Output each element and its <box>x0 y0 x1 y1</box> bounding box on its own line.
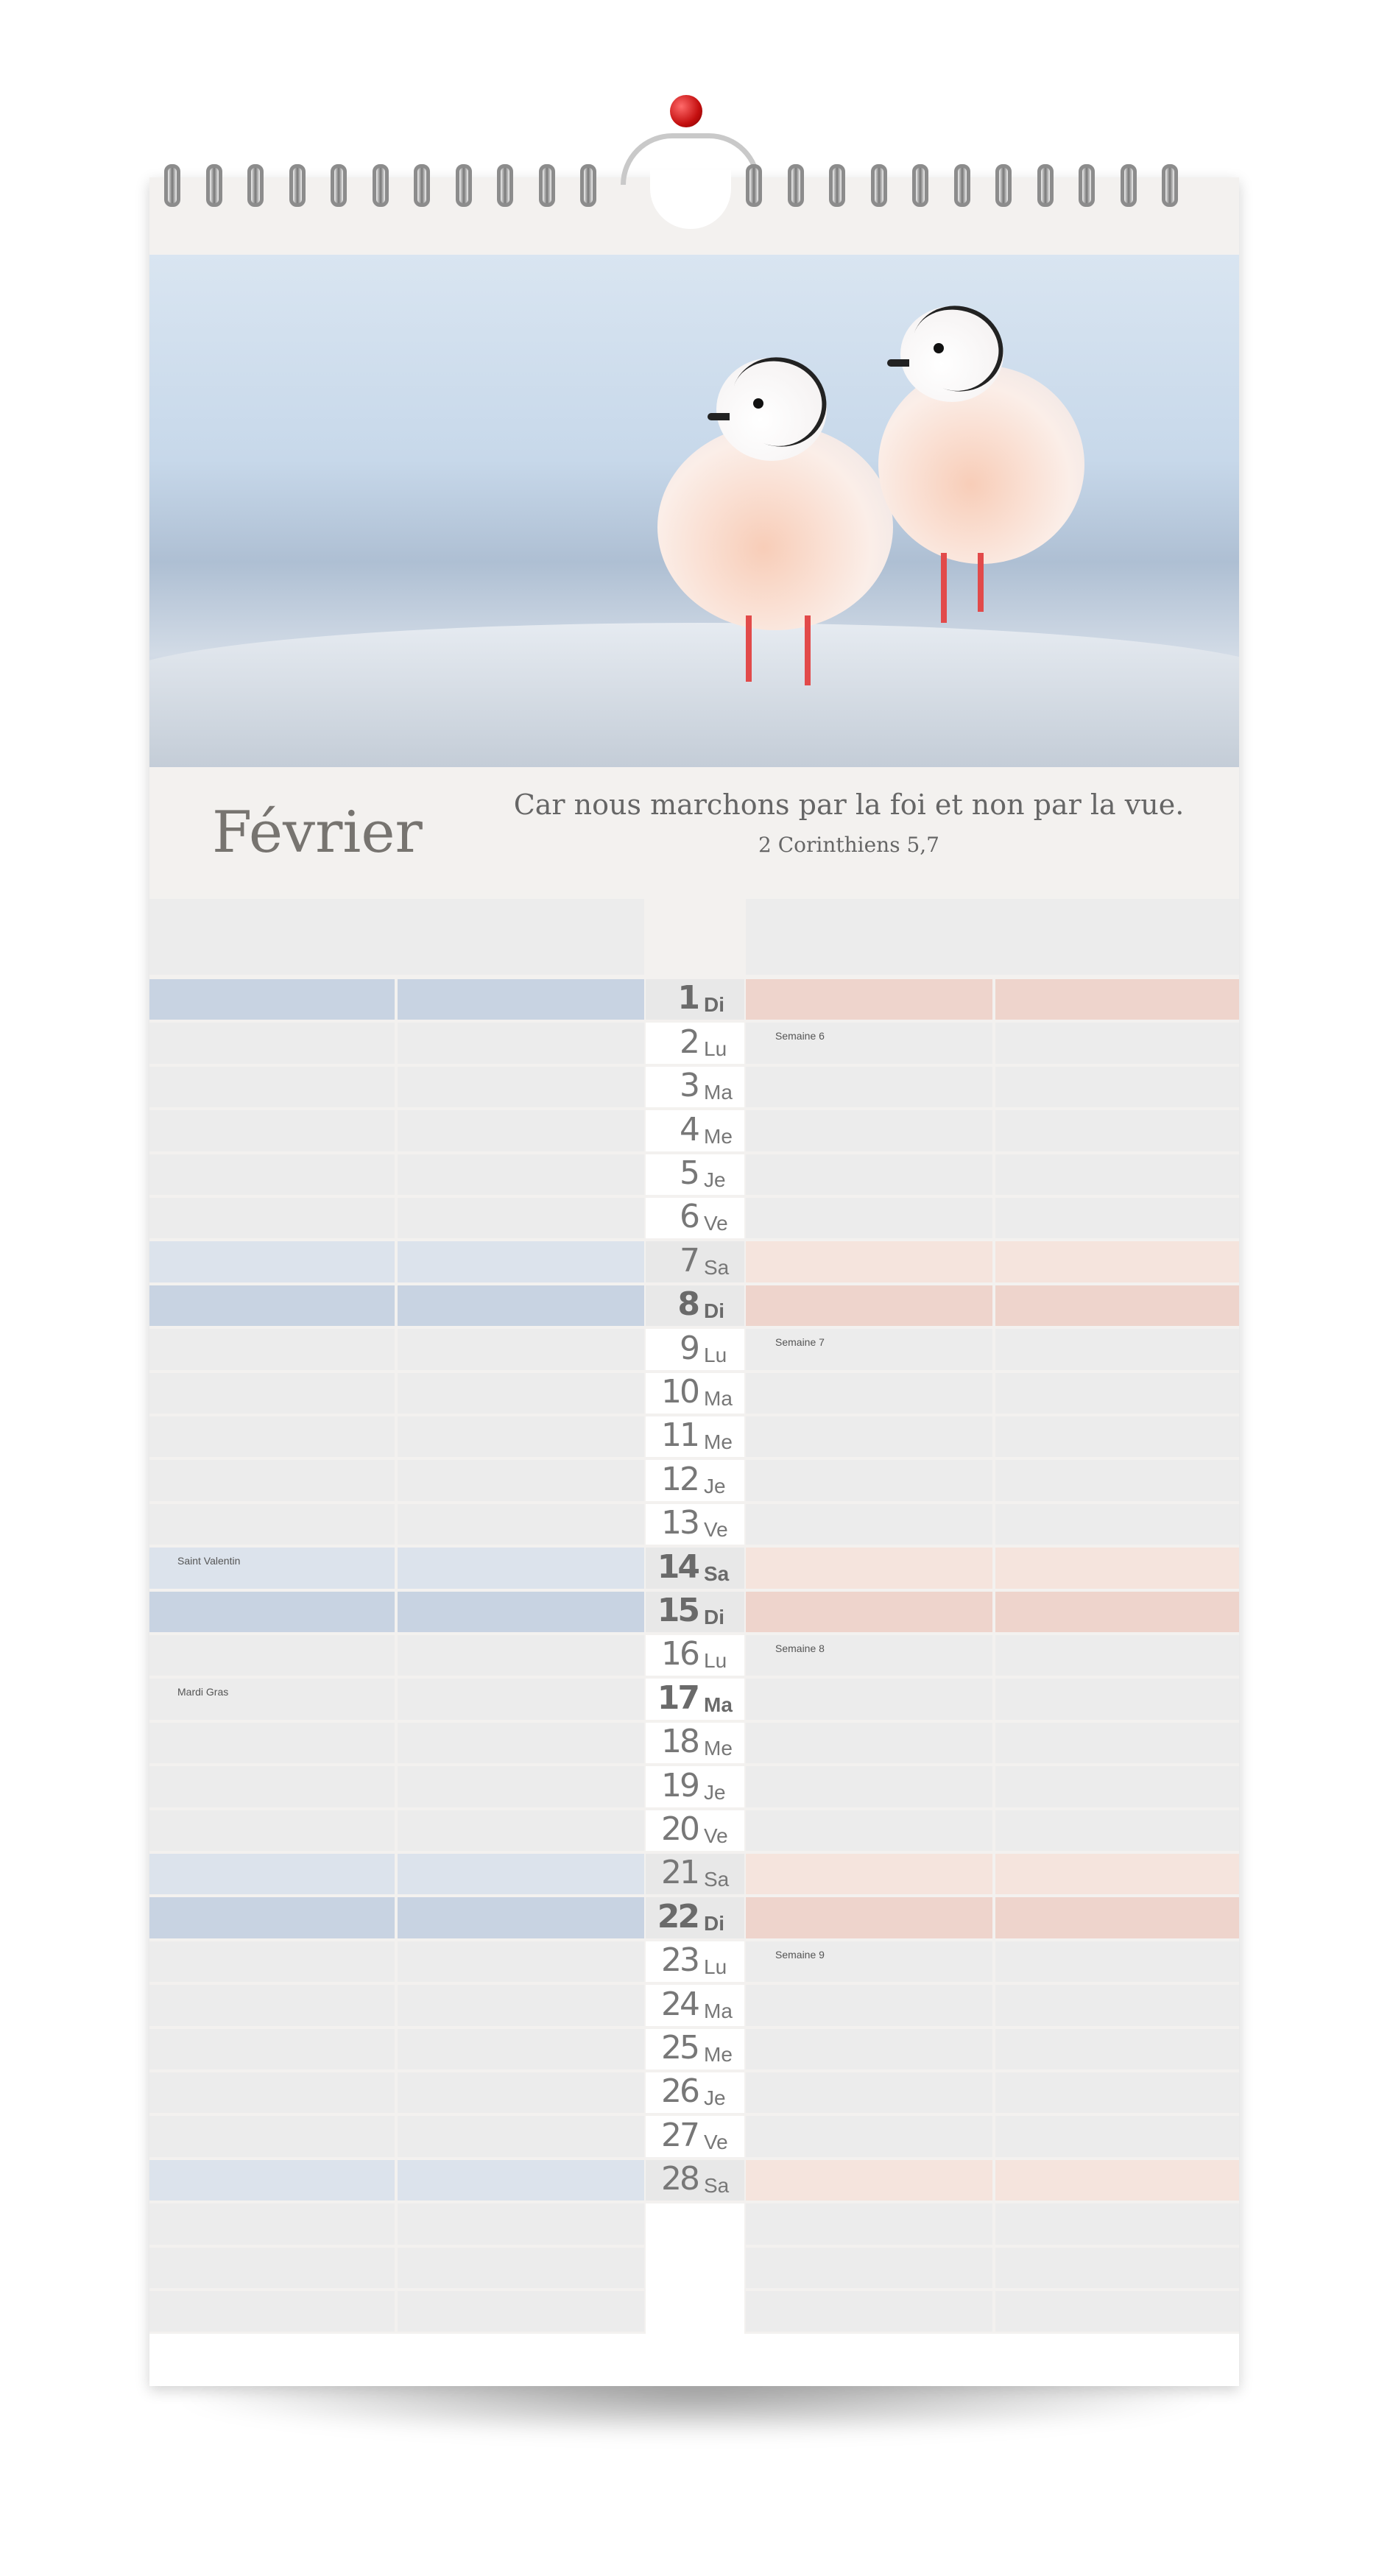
day-number: 16 <box>661 1635 698 1673</box>
note-cell[interactable] <box>746 2072 992 2113</box>
note-cell[interactable] <box>746 979 992 1020</box>
note-cell[interactable] <box>746 1023 992 1063</box>
spiral-ring <box>497 164 513 207</box>
day-label <box>646 1679 744 1719</box>
note-cell[interactable] <box>398 1416 644 1457</box>
weekday-abbr: Ve <box>704 1212 728 1235</box>
day-label <box>646 1241 744 1282</box>
note-cell[interactable] <box>149 1241 395 1282</box>
note-cell[interactable] <box>398 2029 644 2069</box>
note-cell[interactable] <box>398 2072 644 2113</box>
note-cell[interactable] <box>149 1329 395 1369</box>
day-number: 15 <box>657 1591 698 1629</box>
day-number: 7 <box>680 1241 698 1280</box>
note-cell[interactable] <box>149 1373 395 1414</box>
note-cell[interactable] <box>398 2160 644 2201</box>
weekday-abbr: Ma <box>704 1693 733 1716</box>
weekday-abbr: Sa <box>704 1255 730 1279</box>
note-cell[interactable] <box>398 2116 644 2156</box>
spiral-ring <box>788 164 804 207</box>
note-cell[interactable] <box>149 1460 395 1500</box>
note-cell[interactable] <box>149 1285 395 1326</box>
week-number-label: Semaine 8 <box>775 1642 825 1654</box>
note-cell[interactable] <box>746 1198 992 1238</box>
spiral-ring <box>829 164 845 207</box>
note-cell[interactable] <box>995 1985 1239 2025</box>
day-number: 17 <box>657 1679 698 1717</box>
note-cell[interactable] <box>398 1679 644 1719</box>
day-number: 10 <box>661 1372 698 1411</box>
note-cell[interactable] <box>398 1941 644 1982</box>
note-cell[interactable] <box>149 1635 395 1676</box>
note-cell[interactable] <box>746 2203 992 2244</box>
note-cell[interactable] <box>746 1067 992 1107</box>
note-cell[interactable] <box>149 1504 395 1545</box>
note-cell[interactable] <box>398 2291 644 2332</box>
note-cell[interactable] <box>398 1373 644 1414</box>
day-number: 6 <box>680 1198 698 1236</box>
day-label <box>646 1154 744 1195</box>
note-cell[interactable] <box>149 1110 395 1151</box>
weekday-abbr: Ve <box>704 1824 728 1847</box>
note-cell[interactable] <box>746 1416 992 1457</box>
day-number: 22 <box>657 1897 698 1935</box>
day-label <box>646 2072 744 2113</box>
day-label <box>646 1110 744 1151</box>
note-cell[interactable] <box>149 2072 395 2113</box>
spiral-ring <box>1079 164 1095 207</box>
day-number: 12 <box>661 1460 698 1498</box>
day-label <box>646 1460 744 1500</box>
note-cell[interactable] <box>398 1810 644 1851</box>
day-label <box>646 1766 744 1807</box>
month-title: Février <box>212 800 423 866</box>
day-label <box>646 1023 744 1063</box>
note-cell[interactable] <box>995 1810 1239 1851</box>
weekday-abbr: Je <box>704 1168 726 1191</box>
note-cell[interactable] <box>995 1285 1239 1326</box>
empty-day-slot <box>646 2203 744 2247</box>
note-cell[interactable] <box>746 1504 992 1545</box>
photo-two-gulls <box>149 255 1239 767</box>
bible-quote: Car nous marchons par la foi et non par la vue. <box>513 788 1185 821</box>
note-cell[interactable] <box>746 1373 992 1414</box>
day-number: 26 <box>661 2072 698 2111</box>
day-label <box>646 1416 744 1457</box>
note-cell[interactable] <box>746 2291 992 2332</box>
weekday-abbr: Me <box>704 1430 733 1454</box>
spiral-ring <box>247 164 264 207</box>
spiral-ring <box>871 164 887 207</box>
spiral-ring <box>1037 164 1054 207</box>
note-cell[interactable] <box>149 2203 395 2244</box>
bottom-strip <box>149 2334 1239 2386</box>
note-cell[interactable] <box>149 1679 395 1719</box>
note-cell[interactable] <box>398 1723 644 1763</box>
note-cell[interactable] <box>995 1241 1239 1282</box>
note-cell[interactable] <box>995 1373 1239 1414</box>
note-cell[interactable] <box>398 1985 644 2025</box>
note-cell[interactable] <box>149 1985 395 2025</box>
note-cell[interactable] <box>995 2029 1239 2069</box>
note-cell[interactable] <box>995 1635 1239 1676</box>
note-cell[interactable] <box>995 1154 1239 1195</box>
weekday-abbr: Lu <box>704 1343 727 1366</box>
note-cell[interactable] <box>995 1592 1239 1632</box>
red-pushpin-icon <box>670 95 702 127</box>
note-cell[interactable] <box>149 1810 395 1851</box>
note-cell[interactable] <box>149 1198 395 1238</box>
day-label <box>646 1285 744 1326</box>
note-cell[interactable] <box>995 2291 1239 2332</box>
note-cell[interactable] <box>746 2248 992 2288</box>
note-cell[interactable] <box>995 1067 1239 1107</box>
note-cell[interactable] <box>398 1548 644 1588</box>
note-cell[interactable] <box>746 1154 992 1195</box>
day-label <box>646 1985 744 2025</box>
note-cell[interactable] <box>398 1154 644 1195</box>
empty-day-slot <box>646 2291 744 2335</box>
weekday-abbr: Je <box>704 1780 726 1804</box>
note-cell[interactable] <box>149 2029 395 2069</box>
spiral-ring <box>206 164 222 207</box>
note-cell[interactable] <box>398 1460 644 1500</box>
note-cell[interactable] <box>746 1766 992 1807</box>
note-cell[interactable] <box>149 1067 395 1107</box>
note-cell[interactable] <box>995 1548 1239 1588</box>
note-cell[interactable] <box>149 2248 395 2288</box>
week-number-label: Semaine 9 <box>775 1948 825 1961</box>
note-cell[interactable] <box>995 1416 1239 1457</box>
note-cell[interactable] <box>995 1854 1239 1894</box>
note-cell[interactable] <box>995 1723 1239 1763</box>
note-cell[interactable] <box>995 2116 1239 2156</box>
note-cell[interactable] <box>995 1329 1239 1369</box>
note-cell[interactable] <box>995 2203 1239 2244</box>
note-cell[interactable] <box>995 1504 1239 1545</box>
spiral-ring <box>995 164 1012 207</box>
spiral-ring <box>746 164 762 207</box>
note-cell[interactable] <box>398 1198 644 1238</box>
day-label <box>646 1810 744 1851</box>
note-cell[interactable] <box>149 1416 395 1457</box>
day-label <box>646 1723 744 1763</box>
weekday-abbr: Di <box>704 1911 724 1935</box>
day-label <box>646 1592 744 1632</box>
spiral-ring <box>954 164 970 207</box>
weekday-abbr: Ve <box>704 1518 728 1542</box>
day-number: 14 <box>657 1548 698 1586</box>
weekday-abbr: Di <box>704 1605 724 1628</box>
note-cell[interactable] <box>746 1985 992 2025</box>
day-label <box>646 2029 744 2069</box>
weekday-abbr: Me <box>704 2042 733 2066</box>
note-cell[interactable] <box>746 2116 992 2156</box>
day-number: 8 <box>677 1285 698 1324</box>
weekday-abbr: Ve <box>704 2130 728 2153</box>
note-cell[interactable] <box>398 1329 644 1369</box>
note-cell[interactable] <box>149 1154 395 1195</box>
note-cell[interactable] <box>398 1067 644 1107</box>
note-cell[interactable] <box>398 1897 644 1938</box>
note-cell[interactable] <box>995 2072 1239 2113</box>
note-cell[interactable] <box>746 1460 992 1500</box>
day-label <box>646 1635 744 1676</box>
weekday-abbr: Ma <box>704 1386 733 1410</box>
note-cell[interactable] <box>149 1854 395 1894</box>
note-cell[interactable] <box>995 1679 1239 1719</box>
day-label <box>646 2160 744 2201</box>
day-number: 2 <box>680 1023 698 1061</box>
day-number: 9 <box>680 1329 698 1367</box>
note-cell[interactable] <box>746 1285 992 1326</box>
note-cell[interactable] <box>398 2248 644 2288</box>
weekday-abbr: Me <box>704 1124 733 1148</box>
note-cell[interactable] <box>746 1854 992 1894</box>
weekday-abbr: Lu <box>704 1649 727 1673</box>
note-cell[interactable] <box>746 1635 992 1676</box>
note-cell[interactable] <box>398 1285 644 1326</box>
day-label <box>646 1548 744 1588</box>
spiral-ring <box>331 164 347 207</box>
day-label <box>646 1373 744 1414</box>
note-cell[interactable] <box>398 1854 644 1894</box>
day-number: 18 <box>661 1723 698 1761</box>
note-cell[interactable] <box>398 1110 644 1151</box>
day-number: 23 <box>661 1941 698 1980</box>
note-cell[interactable] <box>995 1766 1239 1807</box>
day-number: 11 <box>661 1416 698 1455</box>
weekday-abbr: Sa <box>704 1868 730 1891</box>
header-block-left <box>149 899 644 975</box>
note-cell[interactable] <box>746 1679 992 1719</box>
note-cell[interactable] <box>149 1023 395 1063</box>
note-cell[interactable] <box>995 979 1239 1020</box>
note-cell[interactable] <box>746 1241 992 1282</box>
weekday-abbr: Lu <box>704 1037 727 1060</box>
weekday-abbr: Je <box>704 2086 726 2110</box>
note-cell[interactable] <box>149 1548 395 1588</box>
holiday-note: Saint Valentin <box>177 1555 241 1567</box>
note-cell[interactable] <box>398 1504 644 1545</box>
weekday-abbr: Lu <box>704 1955 727 1979</box>
note-cell[interactable] <box>398 1635 644 1676</box>
note-cell[interactable] <box>149 1766 395 1807</box>
day-number: 25 <box>661 2028 698 2067</box>
note-cell[interactable] <box>746 1592 992 1632</box>
weekday-abbr: Di <box>704 1299 724 1323</box>
note-cell[interactable] <box>995 2248 1239 2288</box>
note-cell[interactable] <box>149 979 395 1020</box>
week-number-label: Semaine 6 <box>775 1030 825 1042</box>
note-cell[interactable] <box>149 1941 395 1982</box>
weekday-abbr: Ma <box>704 1081 733 1104</box>
spiral-ring <box>539 164 555 207</box>
spiral-ring <box>164 164 180 207</box>
spiral-ring <box>1121 164 1137 207</box>
note-cell[interactable] <box>746 1897 992 1938</box>
note-cell[interactable] <box>149 1897 395 1938</box>
hanger-hole <box>650 170 731 229</box>
note-cell[interactable] <box>995 2160 1239 2201</box>
note-cell[interactable] <box>995 1198 1239 1238</box>
note-cell[interactable] <box>149 2160 395 2201</box>
weekday-abbr: Sa <box>704 2174 730 2198</box>
spiral-ring <box>373 164 389 207</box>
note-cell[interactable] <box>398 2203 644 2244</box>
note-cell[interactable] <box>995 1897 1239 1938</box>
note-cell[interactable] <box>746 2029 992 2069</box>
photo-rock <box>149 623 1239 767</box>
note-cell[interactable] <box>746 1548 992 1588</box>
day-label <box>646 1198 744 1238</box>
day-label <box>646 1854 744 1894</box>
note-cell[interactable] <box>995 1023 1239 1063</box>
note-cell[interactable] <box>746 1110 992 1151</box>
day-number: 13 <box>661 1504 698 1542</box>
weekday-abbr: Je <box>704 1474 726 1497</box>
spiral-ring <box>912 164 928 207</box>
note-cell[interactable] <box>398 1766 644 1807</box>
note-cell[interactable] <box>398 1241 644 1282</box>
spiral-ring <box>580 164 596 207</box>
wall-calendar <box>149 177 1239 2386</box>
day-number: 28 <box>661 2160 698 2198</box>
day-label <box>646 2116 744 2156</box>
weekday-abbr: Di <box>704 993 724 1017</box>
note-cell[interactable] <box>995 1110 1239 1151</box>
spiral-ring <box>414 164 430 207</box>
day-label <box>646 1897 744 1938</box>
weekday-abbr: Me <box>704 1737 733 1760</box>
note-cell[interactable] <box>746 1723 992 1763</box>
note-cell[interactable] <box>398 1592 644 1632</box>
holiday-note: Mardi Gras <box>177 1686 229 1698</box>
day-label <box>646 1329 744 1369</box>
day-number: 19 <box>661 1766 698 1804</box>
day-label <box>646 1067 744 1107</box>
bible-reference: 2 Corinthiens 5,7 <box>758 833 939 857</box>
weekday-abbr: Ma <box>704 1999 733 2022</box>
note-cell[interactable] <box>746 1810 992 1851</box>
day-label <box>646 1941 744 1982</box>
note-cell[interactable] <box>149 1592 395 1632</box>
header-block-right <box>746 899 1239 975</box>
day-number: 3 <box>680 1067 698 1105</box>
day-number: 20 <box>661 1810 698 1848</box>
note-cell[interactable] <box>149 2116 395 2156</box>
spiral-ring <box>1162 164 1178 207</box>
week-number-label: Semaine 7 <box>775 1336 825 1349</box>
note-cell[interactable] <box>995 1460 1239 1500</box>
day-number: 21 <box>661 1854 698 1892</box>
day-number: 27 <box>661 2116 698 2154</box>
day-label <box>646 1504 744 1545</box>
spiral-ring <box>289 164 306 207</box>
day-number: 24 <box>661 1985 698 2023</box>
note-cell[interactable] <box>746 1941 992 1982</box>
day-number: 4 <box>680 1110 698 1148</box>
note-cell[interactable] <box>398 1023 644 1063</box>
note-cell[interactable] <box>746 1329 992 1369</box>
weekday-abbr: Sa <box>704 1562 730 1585</box>
day-label <box>646 979 744 1020</box>
day-number: 5 <box>680 1154 698 1192</box>
note-cell[interactable] <box>398 979 644 1020</box>
note-cell[interactable] <box>746 2160 992 2201</box>
note-cell[interactable] <box>149 2291 395 2332</box>
empty-day-slot <box>646 2248 744 2291</box>
spiral-ring <box>456 164 472 207</box>
day-number: 1 <box>677 979 698 1017</box>
note-cell[interactable] <box>995 1941 1239 1982</box>
note-cell[interactable] <box>149 1723 395 1763</box>
